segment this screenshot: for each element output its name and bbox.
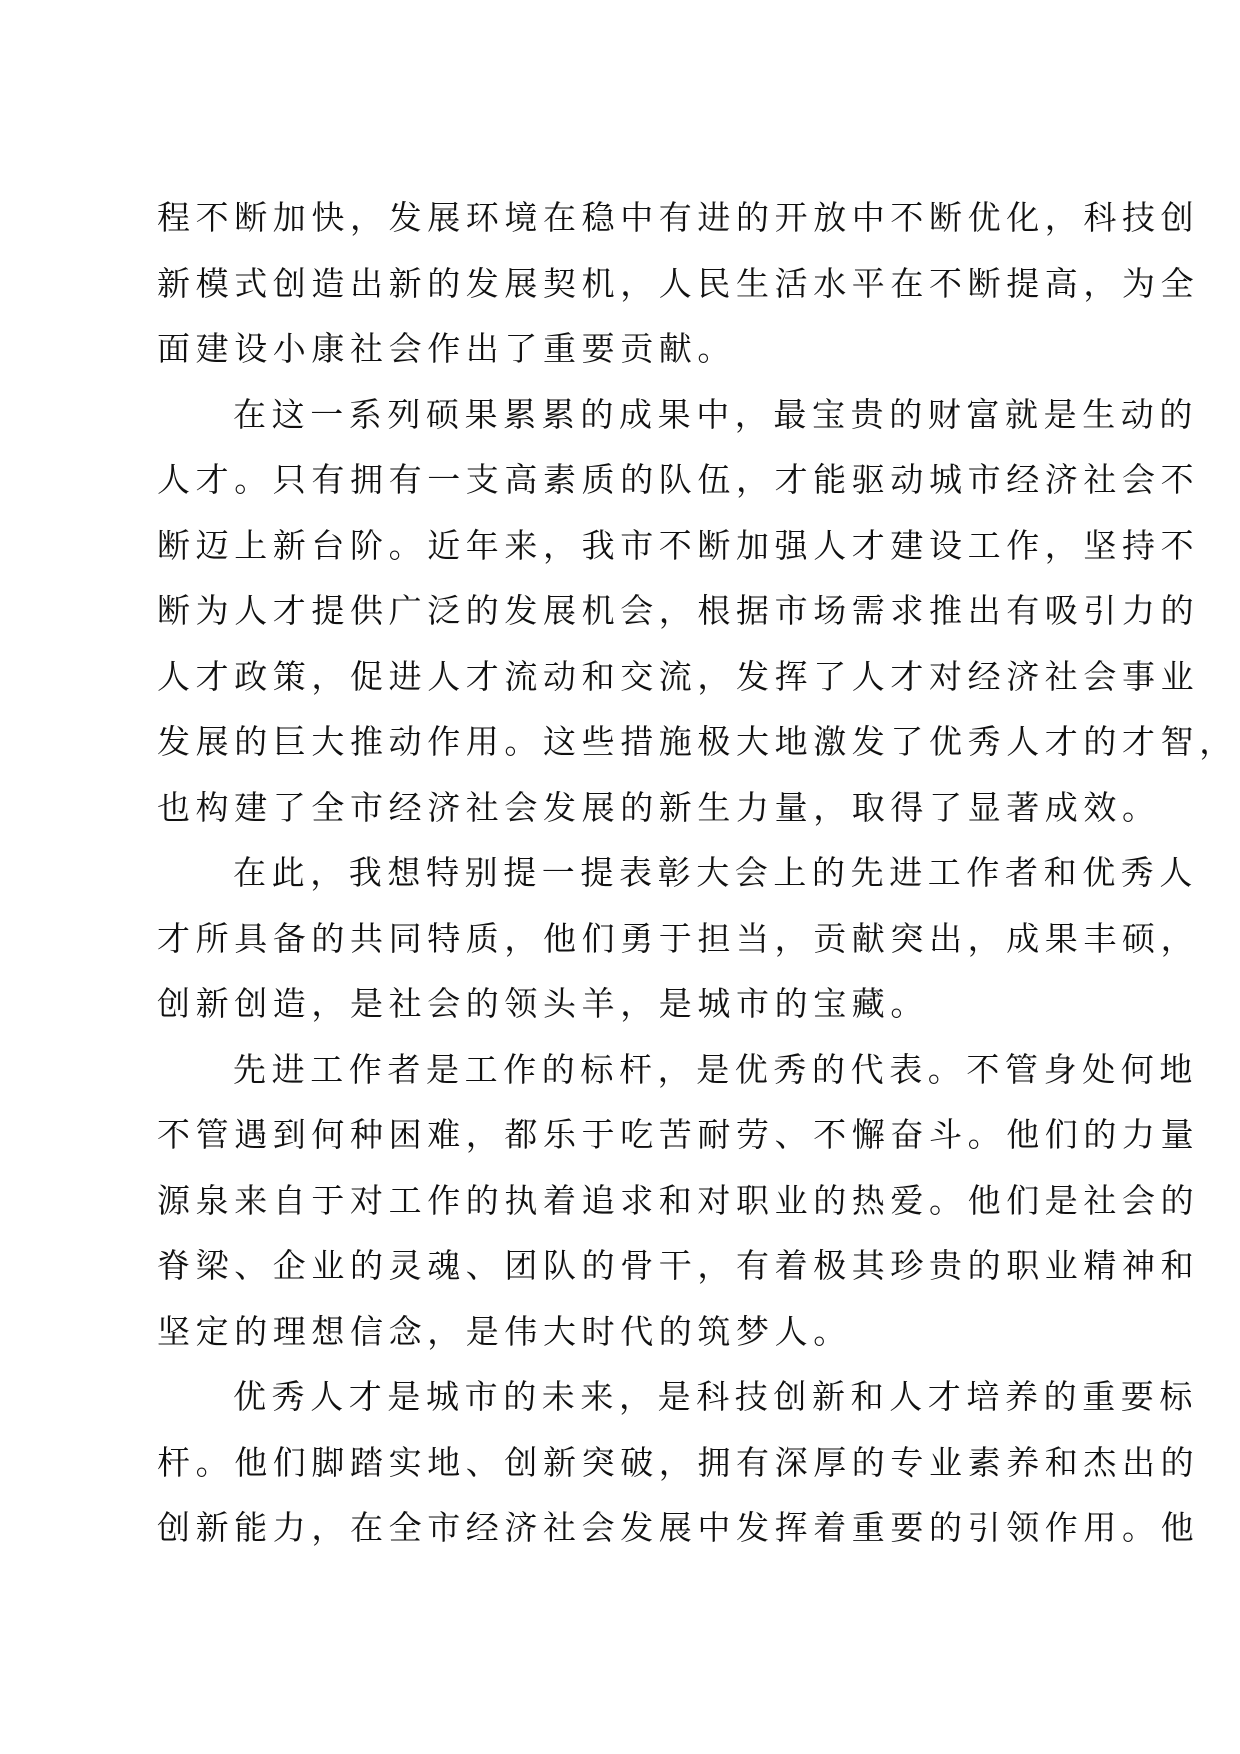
text-line: 人才政策，促进人才流动和交流，发挥了人才对经济社会事业 — [157, 656, 1200, 696]
text-line: 优秀人才是城市的未来，是科技创新和人才培养的重要标 — [233, 1377, 1198, 1416]
text-line: 发展的巨大推动作用。这些措施极大地激发了优秀人才的才智， — [157, 722, 1238, 761]
text-line: 源泉来自于对工作的执着追求和对职业的热爱。他们是社会的 — [157, 1180, 1200, 1220]
paragraph-5 — [157, 1364, 1200, 1561]
text-line: 在这一系列硕果累累的成果中，最宝贵的财富就是生动的 — [233, 394, 1198, 434]
text-line: 在此，我想特别提一提表彰大会上的先进工作者和优秀人 — [233, 853, 1198, 892]
text-line: 先进工作者是工作的标杆，是优秀的代表。不管身处何地 — [233, 1049, 1198, 1089]
body-text — [157, 185, 1238, 1561]
text-line: 才所具备的共同特质，他们勇于担当，贡献突出，成果丰硕， — [157, 918, 1200, 958]
text-line: 创新能力，在全市经济社会发展中发挥着重要的引领作用。他 — [157, 1508, 1200, 1547]
text-line: 人才。只有拥有一支高素质的队伍，才能驱动城市经济社会不 — [157, 460, 1200, 499]
text-line: 创新创造，是社会的领头羊，是城市的宝藏。 — [157, 984, 929, 1023]
text-line: 杆。他们脚踏实地、创新突破，拥有深厚的专业素养和杰出的 — [157, 1442, 1200, 1482]
text-line: 面建设小康社会作出了重要贡献。 — [157, 329, 736, 368]
text-line: 不管遇到何种困难，都乐于吃苦耐劳、不懈奋斗。他们的力量 — [157, 1115, 1200, 1154]
text-line: 新模式创造出新的发展契机，人民生活水平在不断提高，为全 — [157, 263, 1200, 303]
text-line: 脊梁、企业的灵魂、团队的骨干，有着极其珍贵的职业精神和 — [157, 1246, 1200, 1285]
text-line: 程不断加快，发展环境在稳中有进的开放中不断优化，科技创 — [157, 198, 1200, 237]
text-line: 断迈上新台阶。近年来，我市不断加强人才建设工作，坚持不 — [157, 525, 1200, 565]
text-line: 断为人才提供广泛的发展机会，根据市场需求推出有吸引力的 — [157, 591, 1200, 630]
text-line: 也构建了全市经济社会发展的新生力量，取得了显著成效。 — [157, 787, 1161, 827]
paragraph-4 — [157, 1037, 1200, 1365]
paragraph-1 — [157, 185, 1200, 382]
paragraph-2 — [157, 382, 1238, 841]
paragraph-3 — [157, 840, 1200, 1037]
text-line: 坚定的理想信念，是伟大时代的筑梦人。 — [157, 1311, 852, 1351]
